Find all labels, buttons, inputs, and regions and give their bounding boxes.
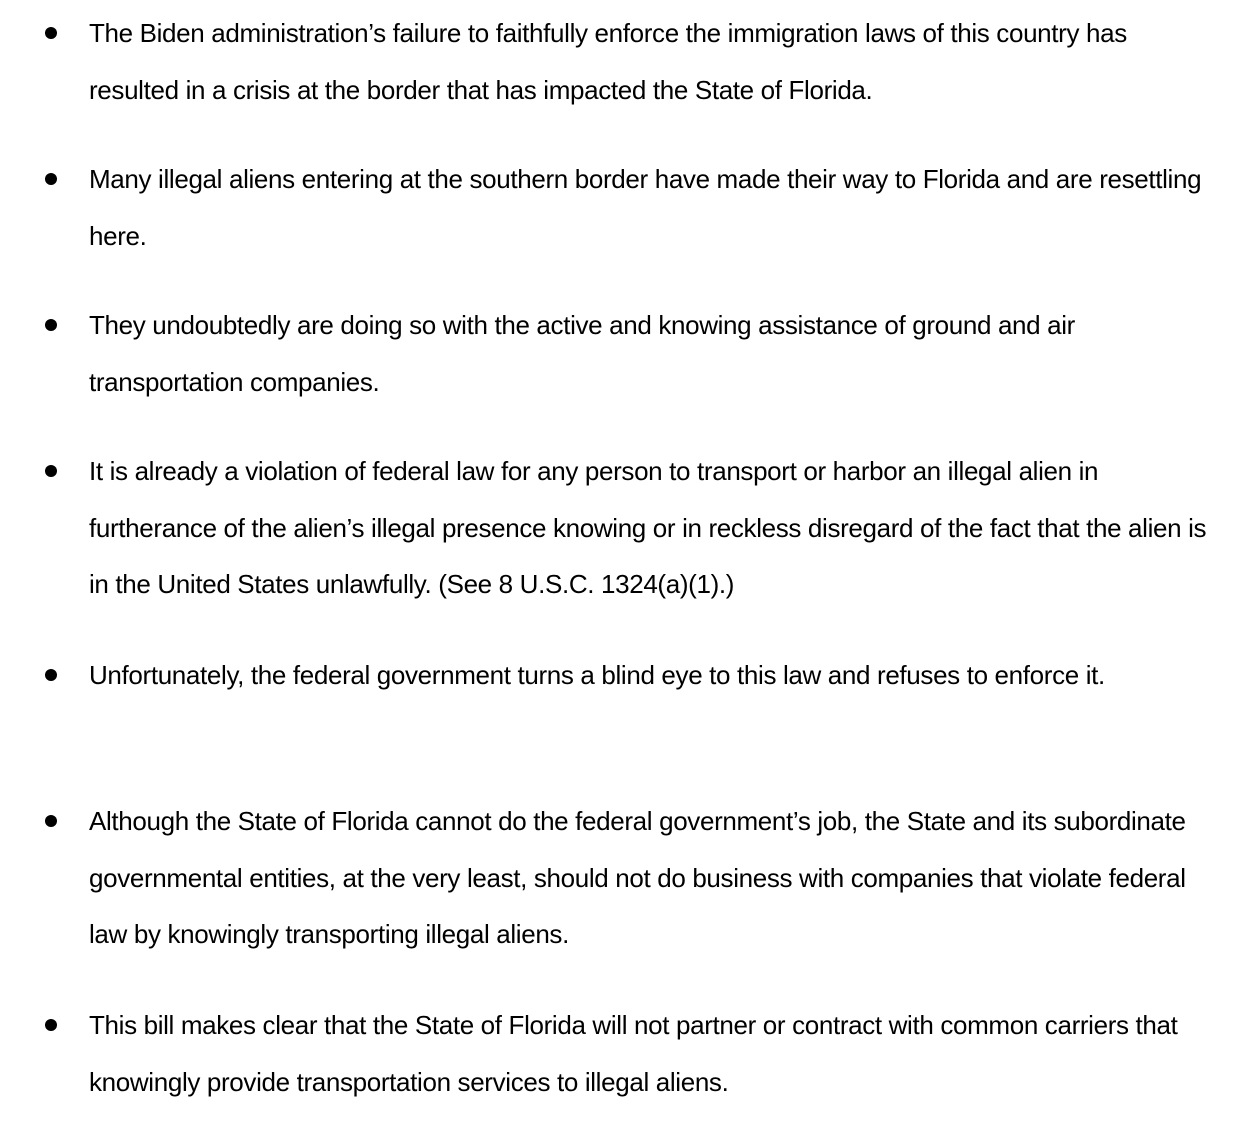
- bullet-icon: [45, 319, 57, 331]
- bullet-icon: [45, 465, 57, 477]
- bullet-text: This bill makes clear that the State of Florida will not partner or contract with common carriers that knowingly provide transportation services to illegal aliens.: [89, 1010, 1178, 1097]
- bullet-text: The Biden administration’s failure to faithfully enforce the immigration laws of this country has resulted in a crisis at the border that has impacted the State of Florida.: [89, 18, 1127, 105]
- bullet-icon: [45, 669, 57, 681]
- bullet-icon: [45, 173, 57, 185]
- bullet-text: Unfortunately, the federal government turns a blind eye to this law and refuses to enforce it.: [89, 660, 1105, 690]
- bullet-text: They undoubtedly are doing so with the active and knowing assistance of ground and air transportation companies.: [89, 310, 1075, 397]
- bullet-icon: [45, 1019, 57, 1031]
- bullet-text: Although the State of Florida cannot do the federal government’s job, the State and its subordinate governmental entities, at the very least, should not do business with companies that violate federal law by knowingly transporting illegal aliens.: [89, 806, 1186, 949]
- bullet-text: It is already a violation of federal law for any person to transport or harbor an illegal alien in furtherance of the alien’s illegal presence knowing or in reckless disregard of the fact that the alien is in the United States unlawfully. (See 8 U.S.C. 1324(a)(1).): [89, 456, 1207, 599]
- bullet-text: Many illegal aliens entering at the southern border have made their way to Florida and are resettling here.: [89, 164, 1202, 251]
- bullet-icon: [45, 815, 57, 827]
- bullet-icon: [45, 27, 57, 39]
